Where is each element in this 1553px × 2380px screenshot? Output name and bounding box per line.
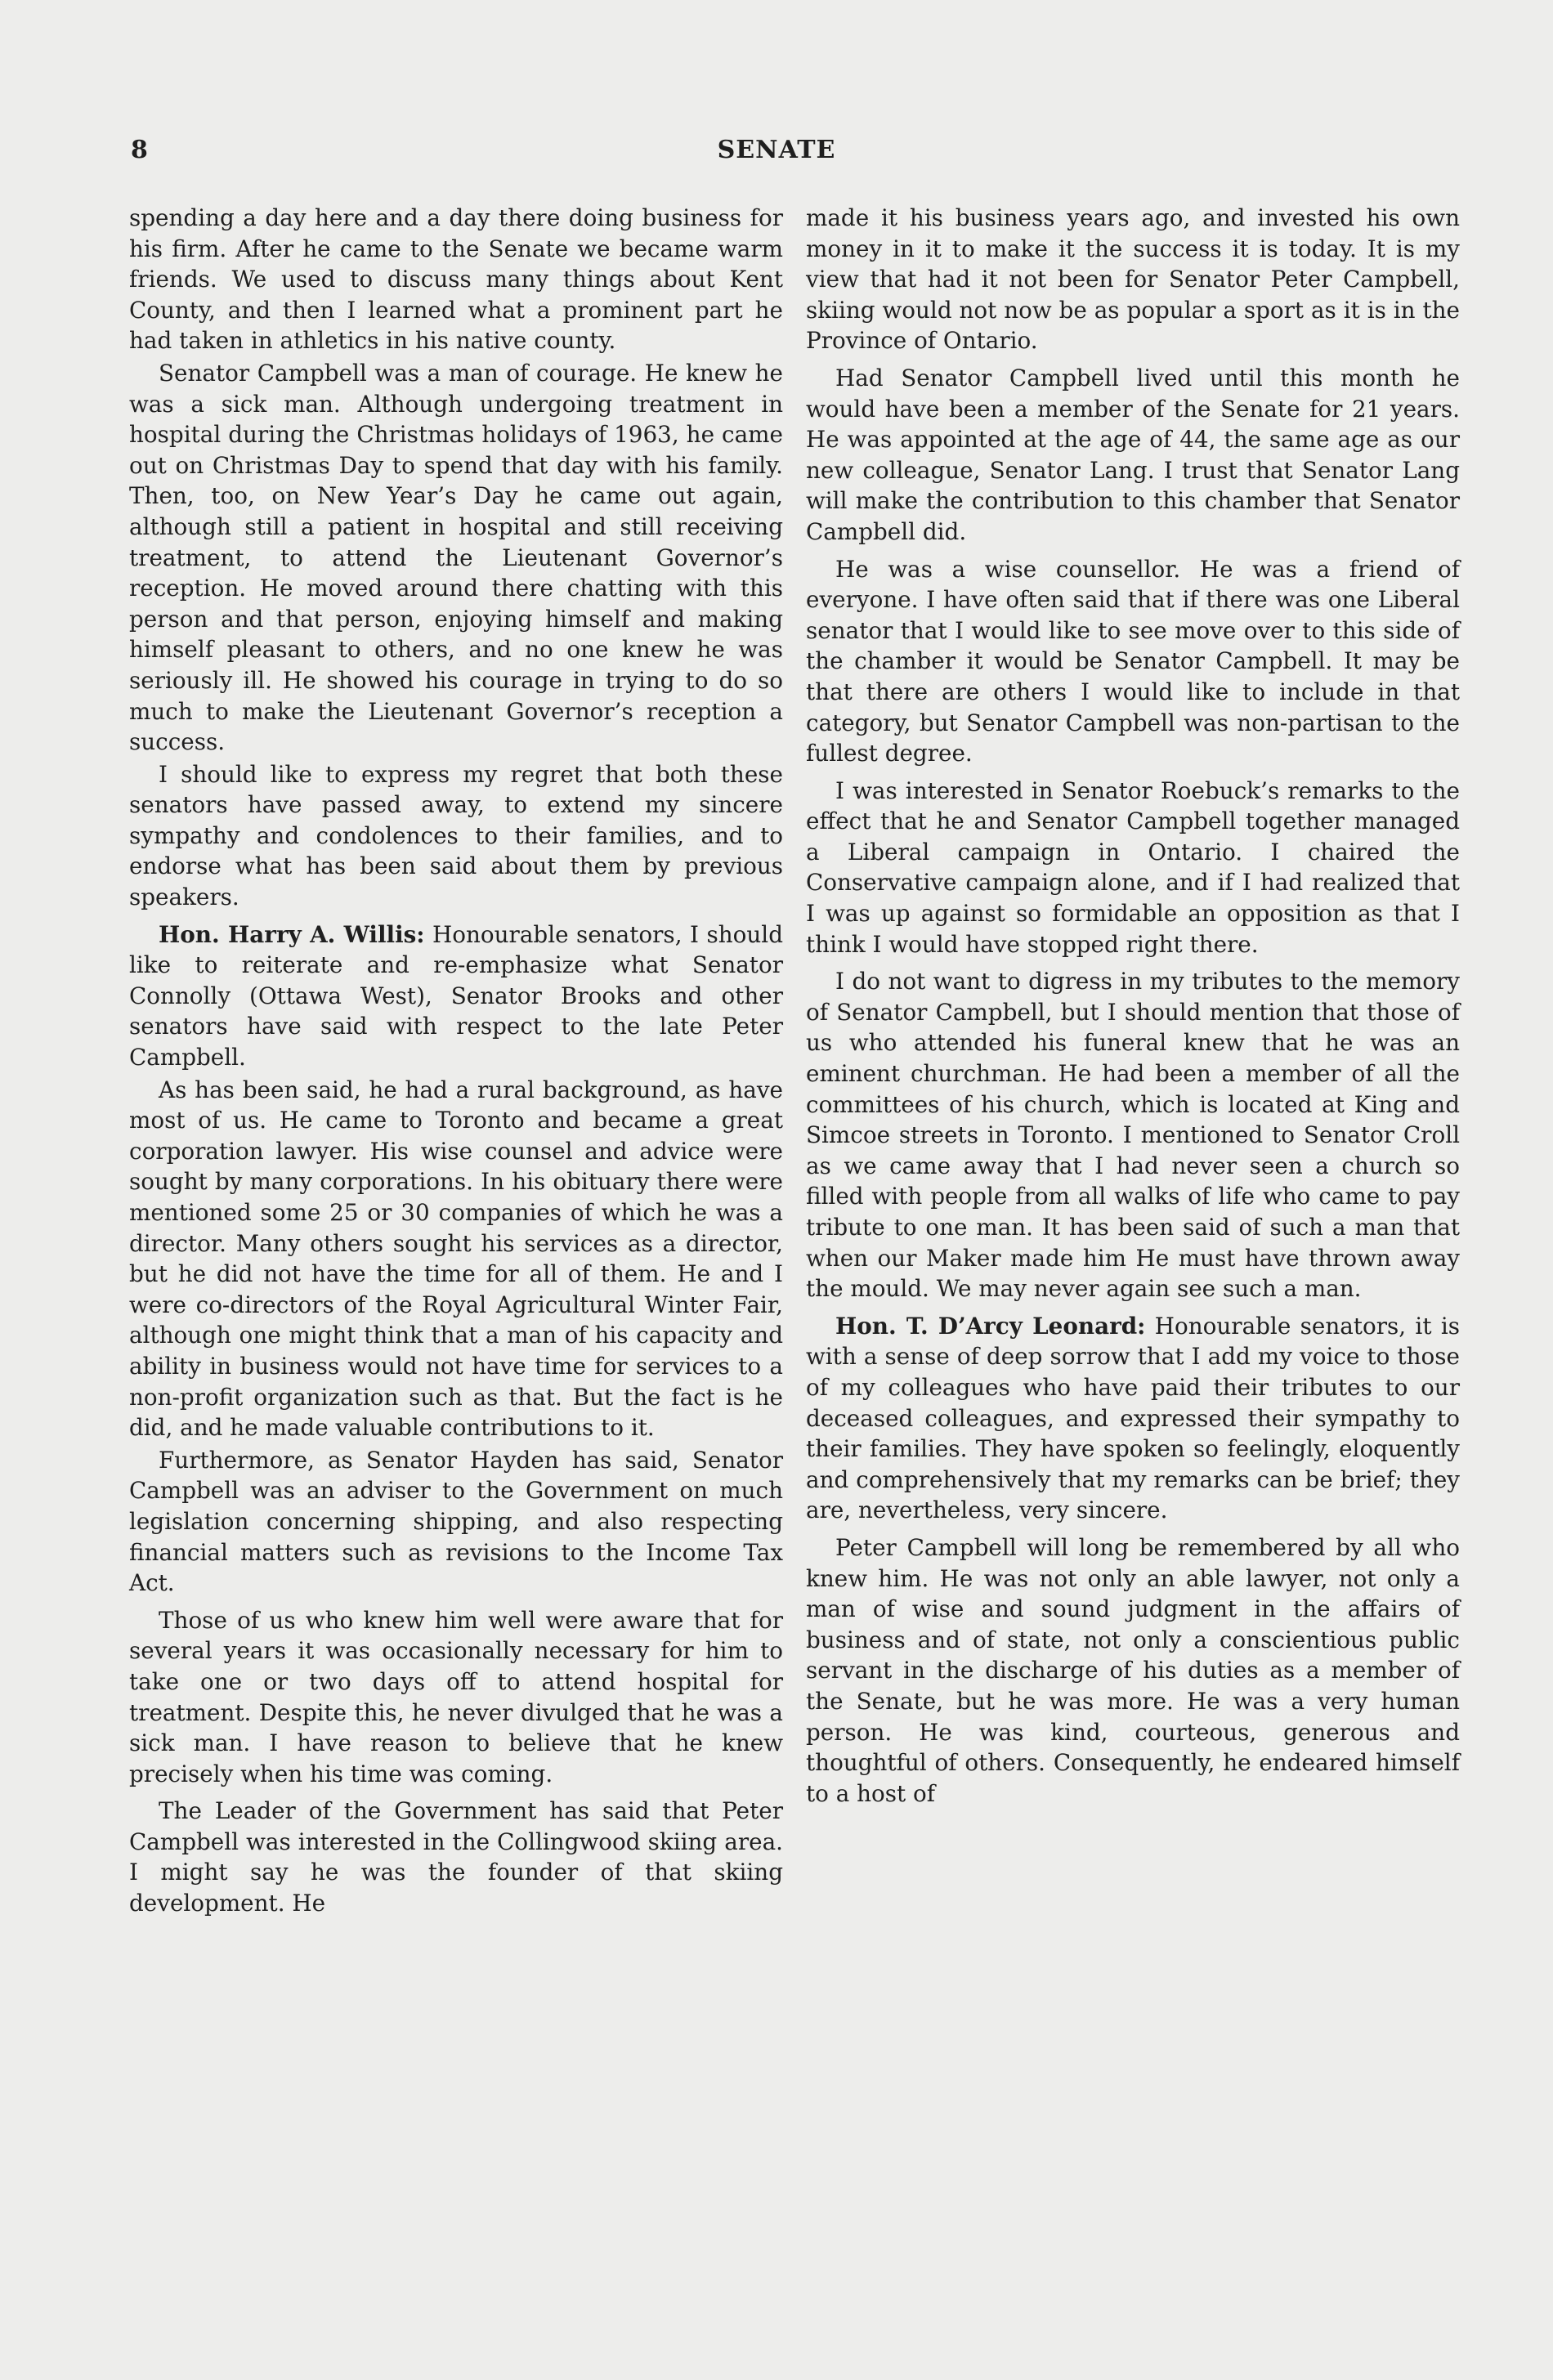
- paragraph: Furthermore, as Senator Hayden has said, Senator Campbell was an adviser to the Government on much legislation concerning shipping, and also respecting financial matters such as revisions to the Income Tax Act.: [129, 1446, 783, 1597]
- speech-paragraph: [806, 1311, 1460, 1526]
- paragraph: Those of us who knew him well were aware that for several years it was occasionally necessary for him to take one or two days off to attend hospital for treatment. Despite this, he never divulged that he was a sick man. I have reason to believe that he knew precisely when his time was coming.: [129, 1606, 783, 1787]
- paragraph: I was interested in Senator Roebuck’s remarks to the effect that he and Senator Campbell together managed a Liberal campaign in Ontario. I chaired the Conservative campaign alone, and if I had realized that I was up against so formidable an opposition as that I think I would have stopped right there.: [806, 776, 1460, 958]
- paragraph: made it his business years ago, and invested his own money in it to make it the success it is today. It is my view that had it not been for Senator Peter Campbell, skiing would not now be as popular a sport as it is in the Province of Ontario.: [806, 204, 1460, 355]
- speaker-name: Hon. T. D’Arcy Leonard:: [835, 1312, 1146, 1340]
- right-column: [806, 203, 1460, 1810]
- paragraph: Senator Campbell was a man of courage. He knew he was a sick man. Although undergoing treatment in hospital during the Christmas holidays of 1963, he came out on Christmas Day to spend that day with his family. Then, too, on New Year’s Day he came out again, although still a patient in hospital and still receiving treatment, to attend the Lieutenant Governor’s reception. He moved around there chatting with this person and that person, enjoying himself and making himself pleasant to others, and no one knew he was seriously ill. He showed his courage in trying to do so much to make the Lieutenant Governor’s reception a success.: [129, 359, 783, 756]
- paragraph: I should like to express my regret that both these senators have passed away, to extend my sincere sympathy and condolences to their families, and to endorse what has been said about them by previous speakers.: [129, 760, 783, 911]
- paragraph: As has been said, he had a rural background, as have most of us. He came to Toronto and became a great corporation lawyer. His wise counsel and advice were sought by many corporations. In his obituary there were mentioned some 25 or 30 companies of which he was a director. Many others sought his services as a director, but he did not have the time for all of them. He and I were co-directors of the Royal Agricultural Winter Fair, although one might think that a man of his capacity and ability in business would not have time for services to a non-profit organization such as that. But the fact is he did, and he made valuable contributions to it.: [129, 1076, 783, 1442]
- paragraph: The Leader of the Government has said that Peter Campbell was interested in the Collingwood skiing area. I might say he was the founder of that skiing development. He: [129, 1797, 783, 1917]
- speech-text: Honourable senators, it is with a sense of deep sorrow that I add my voice to those of my colleagues who have paid their tributes to our deceased colleagues, and expressed their sympathy to their families. They have spoken so feelingly, eloquently and comprehensively that my remarks can be brief; they are, nevertheless, very sincere.: [806, 1312, 1460, 1524]
- speaker-name: Hon. Harry A. Willis:: [159, 920, 425, 948]
- paragraph: spending a day here and a day there doing business for his firm. After he came to the Senate we became warm friends. We used to discuss many things about Kent County, and then I learned what a prominent part he had taken in athletics in his native county.: [129, 204, 783, 355]
- paragraph: He was a wise counsellor. He was a friend of everyone. I have often said that if there was one Liberal senator that I would like to see move over to this side of the chamber it would be Senator Campbell. It may be that there are others I would like to include in that category, but Senator Campbell was non-partisan to the fullest degree.: [806, 555, 1460, 767]
- paragraph: I do not want to digress in my tributes to the memory of Senator Campbell, but I should mention that those of us who attended his funeral knew that he was an eminent churchman. He had been a member of all the committees of his church, which is located at King and Simcoe streets in Toronto. I mentioned to Senator Croll as we came away that I had never seen a church so filled with people from all walks of life who came to pay tribute to one man. It has been said of such a man that when our Maker made him He must have thrown away the mould. We may never again see such a man.: [806, 968, 1460, 1303]
- speech-paragraph: [129, 919, 783, 1073]
- running-head: SENATE: [717, 136, 836, 164]
- page-number: 8: [131, 136, 148, 164]
- speech-text: Honourable senators, I should like to reiterate and re-emphasize what Senator Connolly (Ottawa West), Senator Brooks and other senators have said with respect to the late Peter Campbell.: [129, 920, 783, 1071]
- left-column: [129, 203, 783, 1921]
- paragraph: Peter Campbell will long be remembered by all who knew him. He was not only an able lawyer, not only a man of wise and sound judgment in the affairs of business and of state, not only a conscientious public servant in the discharge of his duties as a member of the Senate, but he was more. He was a very human person. He was kind, courteous, generous and thoughtful of others. Consequently, he endeared himself to a host of: [806, 1533, 1460, 1807]
- paragraph: Had Senator Campbell lived until this month he would have been a member of the Senate for 21 years. He was appointed at the age of 44, the same age as our new colleague, Senator Lang. I trust that Senator Lang will make the contribution to this chamber that Senator Campbell did.: [806, 364, 1460, 545]
